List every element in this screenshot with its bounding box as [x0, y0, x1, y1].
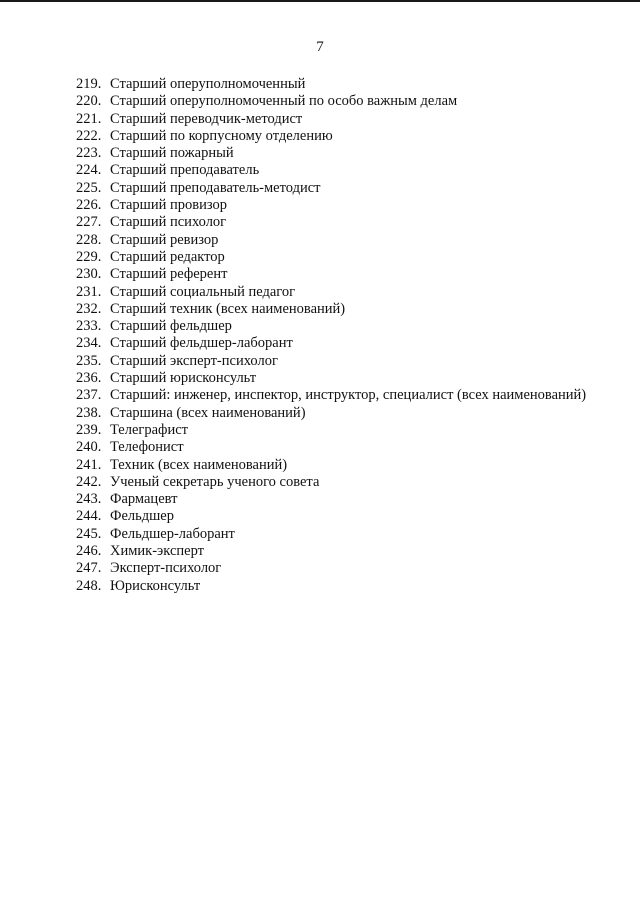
item-number: 239.: [76, 421, 102, 438]
page-number: 7: [316, 39, 324, 55]
list-item: [76, 405, 596, 422]
list-item: [76, 474, 596, 491]
item-number: 230.: [76, 266, 102, 283]
item-text: Старший психолог: [110, 214, 227, 231]
list-item: [76, 93, 596, 110]
item-number: 233.: [76, 318, 102, 335]
item-text: Эксперт-психолог: [110, 560, 222, 577]
item-number: 243.: [76, 491, 102, 508]
positions-list: [76, 76, 596, 595]
item-number: 223.: [76, 145, 102, 162]
list-item: [76, 543, 596, 560]
item-text: Юрисконсульт: [110, 577, 201, 594]
list-item: [76, 266, 596, 283]
item-text: Химик-эксперт: [110, 543, 204, 560]
item-number: 241.: [76, 456, 102, 473]
list-item: [76, 76, 596, 93]
item-text: Старший пожарный: [110, 145, 234, 162]
item-number: 236.: [76, 370, 102, 387]
item-number: 226.: [76, 197, 102, 214]
item-number: 246.: [76, 543, 102, 560]
list-item: [76, 526, 596, 543]
item-text: Старший фельдшер-лаборант: [110, 335, 293, 352]
item-number: 238.: [76, 404, 102, 421]
item-number: 247.: [76, 560, 102, 577]
item-number: 234.: [76, 335, 102, 352]
list-item: [76, 387, 596, 404]
item-number: 222.: [76, 127, 102, 144]
item-text: Старший фельдшер: [110, 318, 232, 335]
item-text: Ученый секретарь ученого совета: [110, 473, 320, 490]
item-text: Старший: инженер, инспектор, инструктор, специалист (всех наименований): [110, 387, 587, 404]
list-item: [76, 180, 596, 197]
item-number: 242.: [76, 473, 102, 490]
list-item: [76, 353, 596, 370]
item-number: 221.: [76, 110, 102, 127]
item-text: Старший социальный педагог: [110, 283, 296, 300]
list-item: [76, 232, 596, 249]
item-text: Старший техник (всех наименований): [110, 300, 346, 317]
item-number: 245.: [76, 525, 102, 542]
item-text: Старший преподаватель-методист: [110, 179, 321, 196]
item-text: Старший редактор: [110, 248, 225, 265]
list-item: [76, 560, 596, 577]
item-number: 240.: [76, 439, 102, 456]
item-number: 231.: [76, 283, 102, 300]
item-text: Фельдшер: [110, 508, 174, 525]
item-number: 237.: [76, 387, 102, 404]
item-text: Старший эксперт-психолог: [110, 352, 278, 369]
item-number: 224.: [76, 162, 102, 179]
item-text: Фармацевт: [110, 491, 178, 508]
list-item: [76, 335, 596, 352]
item-number: 227.: [76, 214, 102, 231]
item-number: 248.: [76, 577, 102, 594]
item-text: Старшина (всех наименований): [110, 404, 306, 421]
item-text: Телефонист: [110, 439, 184, 456]
item-text: Старший ревизор: [110, 231, 219, 248]
item-text: Старший оперуполномоченный: [110, 76, 306, 92]
list-item: [76, 578, 596, 595]
item-text: Старший провизор: [110, 197, 227, 214]
item-number: 228.: [76, 231, 102, 248]
list-item: [76, 145, 596, 162]
list-item: [76, 439, 596, 456]
list-item: [76, 284, 596, 301]
item-number: 220.: [76, 93, 102, 110]
list-item: [76, 162, 596, 179]
list-item: [76, 318, 596, 335]
item-text: Телеграфист: [110, 421, 188, 438]
item-number: 225.: [76, 179, 102, 196]
item-text: Старший референт: [110, 266, 228, 283]
item-number: 235.: [76, 352, 102, 369]
list-item: [76, 301, 596, 318]
list-item: [76, 128, 596, 145]
list-item: [76, 249, 596, 266]
list-item: [76, 111, 596, 128]
list-item: [76, 422, 596, 439]
item-text: Фельдшер-лаборант: [110, 525, 235, 542]
item-text: Старший преподаватель: [110, 162, 260, 179]
list-item: [76, 214, 596, 231]
item-text: Старший юрисконсульт: [110, 370, 257, 387]
top-edge-rule: [0, 0, 640, 2]
list-item: [76, 197, 596, 214]
item-number: 219.: [76, 76, 102, 92]
item-text: Старший переводчик-методист: [110, 110, 303, 127]
item-number: 229.: [76, 248, 102, 265]
item-text: Техник (всех наименований): [110, 456, 288, 473]
item-number: 232.: [76, 300, 102, 317]
list-item: [76, 491, 596, 508]
item-number: 244.: [76, 508, 102, 525]
item-text: Старший оперуполномоченный по особо важным делам: [110, 93, 458, 110]
list-item: [76, 370, 596, 387]
list-item: [76, 508, 596, 525]
item-text: Старший по корпусному отделению: [110, 127, 333, 144]
list-item: [76, 457, 596, 474]
